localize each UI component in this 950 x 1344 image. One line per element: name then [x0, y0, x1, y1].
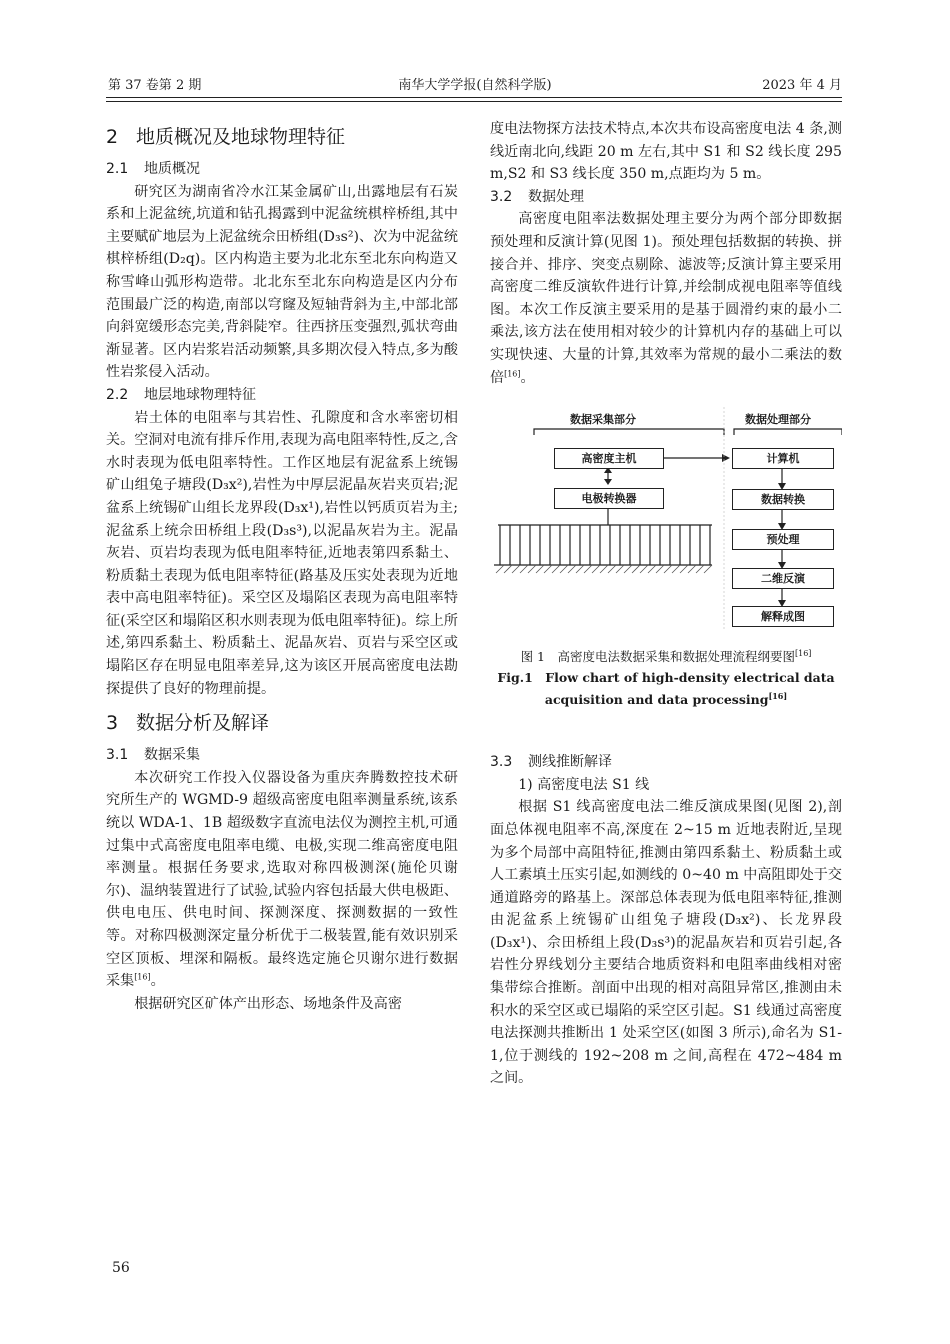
- paragraph-s1-interpretation: [490, 796, 842, 1090]
- box-2d-inversion: 二维反演: [732, 568, 834, 589]
- text: )、长龙界段(: [490, 912, 843, 951]
- figure-1-caption-zh: [490, 647, 842, 667]
- subsection-3-3-heading: [490, 751, 842, 774]
- formula: D₃x¹: [495, 934, 527, 951]
- paragraph-geophysics: [106, 407, 458, 701]
- box-electrode-switch: 电极转换器: [554, 488, 664, 509]
- formula: D₃x¹: [283, 499, 315, 516]
- text: 根据 S1 线高密度电法二维反演成果图(见图 2),剖面总体视电阻率不高,深度在 2~15 m 近地表附近,呈现为多个局部中高阻特征,推测由第四系黏土、粉质黏土或人工素填土压实引起,如测线的 0~40 m 中高阻即处于交通道路旁的路基上。深部总体表现为低电阻率特征,推测由泥盆系上统锡矿山组兔子塘段(: [490, 799, 842, 929]
- subsection-number: 3.1: [106, 747, 129, 764]
- citation: [16]: [768, 690, 788, 701]
- right-column: [490, 118, 842, 1090]
- running-header-volume: 第 37 卷第 2 期: [108, 78, 202, 93]
- section-title: 数据分析及解译: [136, 712, 270, 735]
- box-interpretation: 解释成图: [732, 606, 834, 627]
- box-preprocessing: 预处理: [732, 529, 834, 550]
- paragraph-geology: [106, 181, 458, 384]
- text: )。区内构造主要为北北东至北东向构造又称雪峰山弧形构造带。北北东至北东向构造是区内分布范围最广泛的构造,南部以穹窿及短轴背斜为主,中部北部向斜宽缓形态完美,背斜陡窄。往西挤压变强烈,弧状弯曲渐显著。区内岩浆岩活动频繁,具多期次侵入特点,多为酸性岩浆侵入活动。: [106, 251, 459, 381]
- text: acquisition and data processing: [544, 692, 769, 708]
- text: 图 1 高密度电法数据采集和数据处理流程纲要图: [520, 649, 795, 665]
- formula: D₃x²: [724, 912, 755, 929]
- text: 。: [150, 973, 165, 990]
- formula: D₃s²: [323, 228, 354, 245]
- box-computer: 计算机: [732, 448, 834, 469]
- text: 高密度电阻率法数据处理主要分为两个部分即数据预处理和反演计算(见图 1)。预处理包括数据的转换、拼接合并、排序、突变点剔除、滤波等;反演计算主要采用高密度二维反演软件进行计算,并绘制成视电阻率等值线图。本次工作反演主要采用的是基于圆滑约束的最小二乘法,该方法在使用相对较少的计算机内存的基础上可以实现快速、大量的计算,其效率为常规的最小二乘法的数倍: [490, 211, 842, 386]
- label-data-acquisition: 数据采集部分: [570, 413, 636, 427]
- running-header-journal: 南华大学学报(自然科学版): [398, 78, 552, 93]
- figure-1-caption-en: [490, 667, 842, 711]
- section-number: 2: [106, 126, 119, 148]
- left-column: [106, 118, 458, 1015]
- subsection-title: 数据处理: [528, 188, 584, 205]
- paragraph-survey-lines-start: 根据研究区矿体产出形态、场地条件及高密: [134, 995, 402, 1012]
- ground-hatching: [496, 565, 712, 573]
- text: 。: [520, 369, 535, 386]
- text: 岩土体的电阻率与其岩性、孔隙度和含水率密切相关。空洞对电流有排斥作用,表现为高电阻率特性,反之,含水时表现为低电阻率特性。工作区地层有泥盆系上统锡矿山组兔子塘段(: [106, 409, 458, 494]
- text: 研究区为湖南省冷水江某金属矿山,出露地层有石炭系和上泥盆统,坑道和钻孔揭露到中泥盆统棋梓桥组,其中主要赋矿地层为上泥盆统佘田桥组(: [106, 183, 458, 245]
- subsection-title: 地质概况: [144, 161, 200, 177]
- subsection-number: 2.2: [106, 386, 129, 403]
- subsection-3-2-heading: [490, 186, 842, 209]
- subsection-title: 数据采集: [144, 747, 200, 764]
- text: 本次研究工作投入仪器设备为重庆奔腾数控技术研究所生产的 WGMD-9 超级高密度电阻率测量系统,该系统以 WDA-1、1B 超级数字直流电法仪为测控主机,可通过集中式高密度电阻率电缆、电极,实现二维高密度电阻率测量。根据任务要求,选取对称四极测深(施伦贝谢尔)、温纳装置进行了试验,试验内容包括最大供电极距、供电电压、供电时间、探测深度、探测数据的一致性等。对称四极测深定量分析优于二极装置,能有效识别采空区顶板、埋深和隔板。最终选定施仑贝谢尔进行数据采集: [106, 769, 458, 990]
- section-2-heading: [106, 124, 458, 150]
- running-header-date: 2023 年 4 月: [762, 78, 842, 93]
- header-rule-thin: [106, 101, 842, 102]
- label-data-processing: 数据处理部分: [745, 413, 811, 427]
- formula: D₂q: [168, 251, 195, 268]
- subsection-number: 3.2: [490, 188, 513, 205]
- paragraph-survey-lines-cont: 度电法物探方法技术特点,本次共布设高密度电法 4 条,测线近南北向,线距 20 m 左右,其中 S1 和 S2 线长度 295 m,S2 和 S3 线长度 350 m,点距均为 5 m。: [490, 121, 842, 183]
- text: ),岩性以钙质页岩为主;泥盆系上统佘田桥组上段(: [106, 499, 458, 539]
- formula: D₃s³: [272, 522, 302, 539]
- citation: [16]: [795, 648, 812, 658]
- subsection-title: 地层地球物理特征: [144, 386, 256, 403]
- sub-heading-s1-line: 1) 高密度电法 S1 线: [518, 776, 650, 793]
- host-computer-arrow: [722, 454, 730, 462]
- text: )、佘田桥组上段(: [526, 934, 641, 951]
- electrodes: [500, 525, 710, 565]
- text: Fig.1 Flow chart of high-density electrical data: [497, 670, 835, 686]
- section-number: 3: [106, 712, 119, 735]
- box-host-unit: 高密度主机: [554, 448, 664, 469]
- text: ),岩性为中厚层泥晶灰岩夹页岩;泥盆系上统锡矿山组长龙界段(: [106, 477, 458, 516]
- paragraph-data-processing: [490, 208, 842, 389]
- citation: [16]: [504, 368, 521, 378]
- subsection-2-2-heading: [106, 384, 458, 407]
- citation: [16]: [134, 972, 151, 982]
- paragraph-data-acquisition: [106, 767, 458, 993]
- subsection-number: 2.1: [106, 161, 129, 177]
- text: ),以泥晶灰岩为主。泥晶灰岩、页岩均表现为低电阻率特征,近地表第四系黏土、粉质黏土表现为低电阻率特征(路基及压实处表现为近地表中高电阻率特征)。采空区及塌陷区表现为高电阻率特征(采空区和塌陷区积水则表现为低电阻率特征)。综上所述,第四系黏土、粉质黏土、泥晶灰岩、页岩与采空区或塌陷区存在明显电阻率差异,这为该区开展高密度电法勘探提供了良好的物理前提。: [106, 522, 458, 697]
- section-title: 地质概况及地球物理特征: [136, 126, 346, 148]
- flowchart-lines: [490, 403, 842, 639]
- page-number: 56: [112, 1260, 130, 1276]
- section-3-heading: [106, 710, 458, 736]
- subsection-2-1-heading: [106, 158, 458, 181]
- subsection-3-1-heading: [106, 744, 458, 767]
- text: )、次为中泥盆统棋梓桥组(: [106, 228, 459, 268]
- box-data-conversion: 数据转换: [732, 489, 834, 510]
- formula: D₃x²: [211, 477, 243, 494]
- subsection-number: 3.3: [490, 754, 513, 771]
- subsection-title: 测线推断解译: [528, 754, 612, 771]
- text: )的泥晶灰岩和页岩引起,各岩性分界线划分主要结合地质资料和电阻率曲线相对密集带综合推断。剖面中出现的相对高阻异常区,推测由未积水的采空区或已塌陷的采空区引起。S1 线通过高密度电法探测共推断出 1 处采空区(如图 3 所示),命名为 S1-1,位于测线的 192~208 m 之间,高程在 472~484 m 之间。: [490, 934, 843, 1087]
- formula: D₃s³: [640, 934, 671, 951]
- header-rule-thick: [106, 97, 842, 98]
- figure-1-flowchart: [490, 403, 842, 639]
